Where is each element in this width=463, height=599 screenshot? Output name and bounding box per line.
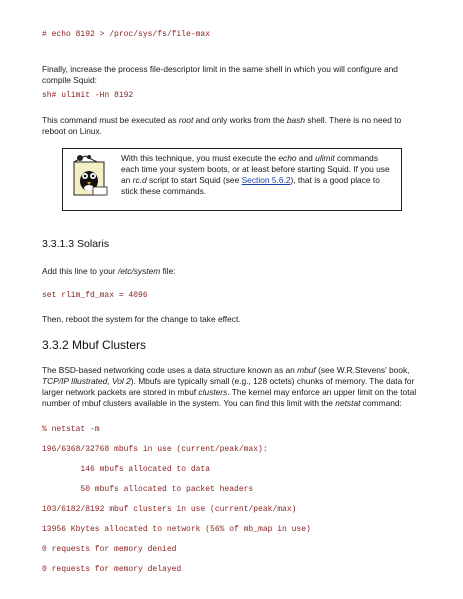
code-ulimit: sh# ulimit -Hn 8192 (42, 91, 134, 100)
netstat-line: 196/6368/32768 mbufs in use (current/peak/max): (42, 445, 268, 454)
term-clusters: clusters (198, 387, 228, 397)
paragraph-increase-limit: Finally, increase the process file-descriptor limit in the same shell in which you will configure and compile Squid: (42, 64, 398, 85)
term-netstat: netstat (335, 398, 361, 408)
note-box (62, 148, 402, 211)
term-bash: bash (286, 115, 306, 125)
netstat-line: % netstat -m (42, 425, 100, 434)
term-ulimit: ulimit (315, 153, 335, 163)
netstat-line: 0 requests for memory denied (42, 545, 177, 554)
netstat-line: 13956 Kbytes allocated to network (56% of mb_map in use) (42, 525, 311, 534)
netstat-line: 146 mbufs allocated to data (42, 465, 211, 474)
paragraph-add-line: Add this line to your /etc/system file: (42, 266, 176, 276)
section-link[interactable]: Section 5.6.2 (241, 175, 291, 185)
term-etc-system: /etc/system (117, 266, 161, 276)
term-mbuf: mbuf (297, 365, 316, 375)
term-rcd: rc.d (132, 175, 147, 185)
code-set-rlim: set rlim_fd_max = 4096 (42, 291, 148, 300)
code-echo-file-max: # echo 8192 > /proc/sys/fs/file-max (42, 30, 211, 39)
term-echo: echo (278, 153, 297, 163)
owl-icon (69, 153, 113, 199)
paragraph-root-bash: This command must be executed as root and only works from the bash shell. There is no need to reboot on Linux. (42, 115, 402, 136)
heading-solaris: 3.3.1.3 Solaris (42, 238, 110, 250)
paragraph-mbuf: The BSD-based networking code uses a data structure known as an mbuf (see W.R.Stevens' book, TCP/IP Illustrated, Vol 2). Mbufs are typically small (e.g., 128 octets) chunks of memory. The data for larger network packets are stored in mbuf clusters. The kernel may enforce an upper limit on the total number of mbuf clusters available in the system. You can find this limit with the netstat command: (42, 365, 417, 408)
netstat-line: 0 requests for memory delayed (42, 565, 182, 574)
netstat-line: 103/6182/8192 mbuf clusters in use (current/peak/max) (42, 505, 297, 514)
term-book: TCP/IP Illustrated, Vol 2 (42, 376, 131, 386)
netstat-line: 50 mbufs allocated to packet headers (42, 485, 254, 494)
paragraph-reboot: Then, reboot the system for the change to take effect. (42, 314, 241, 324)
term-root: root (178, 115, 194, 125)
note-text: With this technique, you must execute the echo and ulimit commands each time your system boots, or at least before starting Squid. If you use an rc.d script to start Squid (see Section 5.6.2), that is a good place to stick these commands. (121, 153, 390, 196)
heading-mbuf-clusters: 3.3.2 Mbuf Clusters (42, 338, 147, 352)
